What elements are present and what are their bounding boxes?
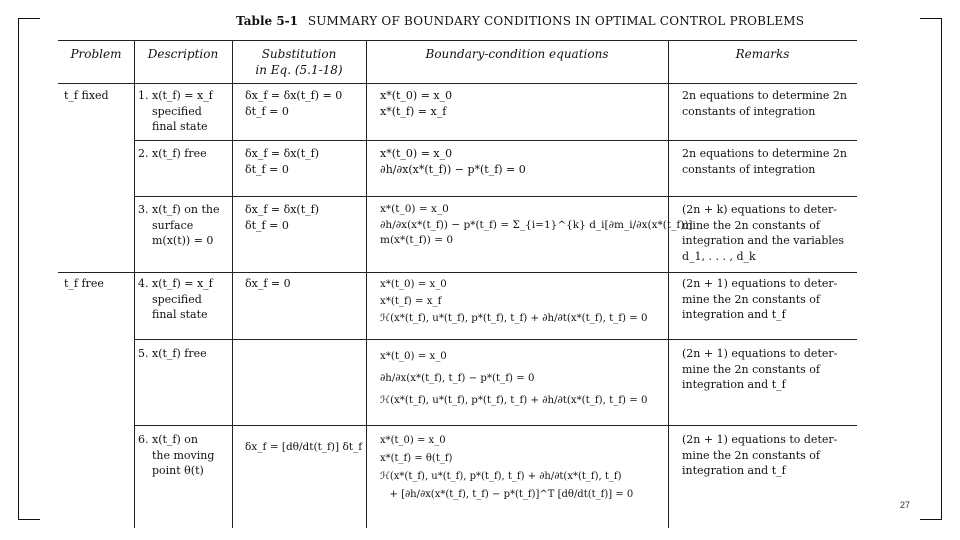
row2-equations: x*(t_0) = x_0 ∂h/∂x(x*(t_f)) − p*(t_f) = 0 [380,147,526,176]
row4-substitution: δx_f = 0 [245,277,291,290]
table-number: Table 5-1 [236,14,298,28]
header-remarks: Remarks [735,47,790,61]
rule-group [58,272,857,273]
col-rule-4 [668,40,669,528]
rule-row5 [134,425,857,426]
frame-right-vertical [941,18,942,520]
row6-substitution: δx_f = [dθ/dt(t_f)] δt_f [245,441,363,453]
rule-row2 [134,196,857,197]
row3-remarks: (2n + k) equations to deter- mine the 2n constants of integration and the variables d_1, . . . , d_k [682,203,845,263]
table-title [236,14,804,28]
row1-description: 1. x(t_f) = x_f specified final state [138,89,213,133]
row5-remarks: (2n + 1) equations to deter- mine the 2n constants of integration and t_f [682,347,838,391]
rule-row4 [134,339,857,340]
table-caption: SUMMARY OF BOUNDARY CONDITIONS IN OPTIMAL CONTROL PROBLEMS [307,14,805,28]
row3-description: 3. x(t_f) on the surface m(x(t)) = 0 [138,203,220,247]
row6-description: 6. x(t_f) on the moving point θ(t) [138,433,215,477]
row3-equations: x*(t_0) = x_0 ∂h/∂x(x*(t_f)) − p*(t_f) = Σ_{i=1}^{k} d_i[∂m_i/∂x(x*(t_f))] m(x*(t_f)) = 0 [380,203,693,246]
row4-description: 4. x(t_f) = x_f specified final state [138,277,213,321]
rule-header [58,83,857,84]
col-rule-1 [134,40,135,528]
row2-description: 2. x(t_f) free [138,147,207,160]
row4-remarks: (2n + 1) equations to deter- mine the 2n constants of integration and t_f [682,277,838,321]
rule-top [58,40,857,41]
header-substitution-line1: Substitution [261,47,337,61]
frame-left-vertical [18,18,19,520]
header-equations: Boundary-condition equations [425,47,609,61]
frame-left-top [18,18,40,19]
col-rule-3 [366,40,367,528]
col-rule-2 [232,40,233,528]
frame-right-top [920,18,942,19]
row6-equations: x*(t_0) = x_0 x*(t_f) = θ(t_f) ℋ(x*(t_f), u*(t_f), p*(t_f), t_f) + ∂h/∂t(x*(t_f), t_f) + [∂h/∂x(x*(t_f), t_f) − p*(t_f)]^T [dθ/dt(t_f)] = 0 [380,435,634,500]
frame-left-bottom [18,519,40,520]
row2-remarks: 2n equations to determine 2n constants of integration [682,147,847,176]
header-substitution-line2: in Eq. (5.1-18) [255,63,343,77]
frame-right-bottom [920,519,942,520]
row6-remarks: (2n + 1) equations to deter- mine the 2n constants of integration and t_f [682,433,838,477]
row2-substitution: δx_f = δx(t_f) δt_f = 0 [245,147,320,176]
row4-equations: x*(t_0) = x_0 x*(t_f) = x_f ℋ(x*(t_f), u*(t_f), p*(t_f), t_f) + ∂h/∂t(x*(t_f), t_f) = 0 [380,279,648,324]
row1-equations: x*(t_0) = x_0 x*(t_f) = x_f [380,89,453,118]
group-label-tf-free: t_f free [64,277,104,290]
row1-remarks: 2n equations to determine 2n constants of integration [682,89,847,118]
row1-substitution: δx_f = δx(t_f) = 0 δt_f = 0 [245,89,343,118]
group-label-tf-fixed: t_f fixed [64,89,109,102]
header-description: Description [147,47,219,61]
header-problem: Problem [70,47,122,61]
row5-equations: x*(t_0) = x_0 ∂h/∂x(x*(t_f), t_f) − p*(t_f) = 0 ℋ(x*(t_f), u*(t_f), p*(t_f), t_f) + ∂h/∂t(x*(t_f), t_f) = 0 [380,351,648,406]
row3-substitution: δx_f = δx(t_f) δt_f = 0 [245,203,320,232]
rule-row1 [134,140,857,141]
page-number: 27 [900,500,911,510]
row5-description: 5. x(t_f) free [138,347,207,360]
